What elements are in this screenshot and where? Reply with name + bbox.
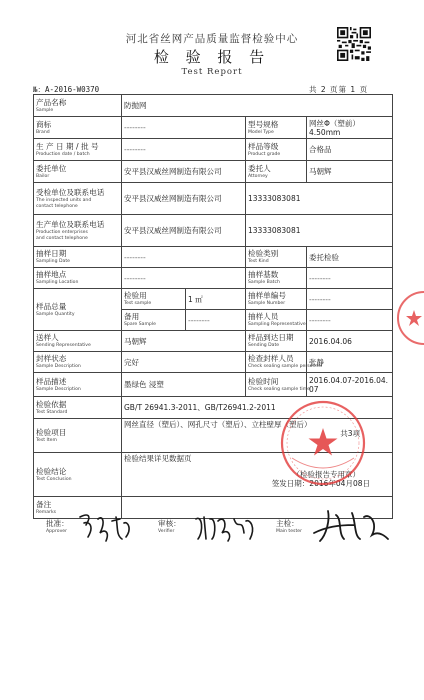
label-sample-batch: 抽样基数 Sample Batch xyxy=(246,268,307,289)
label-standard: 检验依据 Test Standard xyxy=(34,397,122,419)
label-bailor: 委托单位 Bailor xyxy=(34,161,122,183)
report-number: №：A-2016-W0370 xyxy=(33,85,100,94)
approver-label: 批准： Approver xyxy=(46,519,69,534)
label-remarks: 备注 Remarks xyxy=(34,497,122,519)
row-sampling-date xyxy=(34,247,393,268)
row-inspected-unit xyxy=(34,183,393,215)
value-sampling-date: -------- xyxy=(122,247,246,268)
value-inspected-unit: 安平县汉威丝网制造有限公司 xyxy=(122,183,246,215)
label-quantity: 样品总量 Sample Quantity xyxy=(34,289,122,331)
label-test-time: 检验时间 Check sealing sample time xyxy=(246,373,307,397)
label-attorney: 委托人 Attorney xyxy=(246,161,307,183)
label-test-sample: 检验用 Test sample xyxy=(122,289,186,310)
issue-date: 签发日期：2016年04月08日 xyxy=(271,479,370,488)
verifier-label: 审核： Verifier xyxy=(158,519,181,534)
label-test-item: 检验项目 Test Item xyxy=(34,419,122,453)
row-sender xyxy=(34,331,393,352)
value-description: 墨绿色 浸塑 xyxy=(122,373,246,397)
value-model: 网丝Φ（塑前）4.50mm xyxy=(307,117,393,139)
value-bailor: 安平县汉威丝网制造有限公司 xyxy=(122,161,246,183)
qr-code-icon xyxy=(337,27,371,61)
value-sample-batch: -------- xyxy=(307,268,393,289)
value-standard: GB/T 26941.3-2011、GB/T26941.2-2011 xyxy=(122,397,393,419)
value-seal: 完好 xyxy=(122,352,246,373)
value-production-date: -------- xyxy=(122,139,246,161)
label-grade: 样品等级 Product grade xyxy=(246,139,307,161)
signature-row xyxy=(46,517,396,547)
label-sampler: 抽样人员 Sampling Representative xyxy=(246,310,307,331)
test-item-count: 共3项 xyxy=(340,429,360,438)
label-inspected-unit: 受检单位及联系电话 The inspected units and contact telephone xyxy=(34,183,122,215)
page-count: 共 2 页第 1 页 xyxy=(309,85,369,94)
label-send-date: 样品到达日期 Sending Date xyxy=(246,331,307,352)
row-bailor xyxy=(34,161,393,183)
row-sampling-location xyxy=(34,268,393,289)
value-producer-phone: 13333083081 xyxy=(246,215,393,247)
label-sampling-date: 抽样日期 Sampling Date xyxy=(34,247,122,268)
row-product-name xyxy=(34,95,393,117)
report-title-en: Test Report xyxy=(181,67,243,77)
value-test-time: 2016.04.07-2016.04.07 xyxy=(307,373,393,397)
row-producer xyxy=(34,215,393,247)
value-grade: 合格品 xyxy=(307,139,393,161)
value-inspected-phone: 13333083081 xyxy=(246,183,393,215)
value-spare-sample: -------- xyxy=(186,310,246,331)
label-product-name: 产品名称 Sample xyxy=(34,95,122,117)
value-producer: 安平县汉威丝网制造有限公司 xyxy=(122,215,246,247)
row-seal xyxy=(34,352,393,373)
official-stamp-icon xyxy=(278,398,368,488)
label-producer: 生产单位及联系电话 Production enterprises and contact telephone xyxy=(34,215,122,247)
row-production-date xyxy=(34,139,393,161)
label-test-kind: 检验类别 Test Kind xyxy=(246,247,307,268)
value-brand: -------- xyxy=(122,117,246,139)
value-sampling-location: -------- xyxy=(122,268,246,289)
row-brand xyxy=(34,117,393,139)
value-test-kind: 委托检验 xyxy=(307,247,393,268)
label-seal: 封样状态 Sample Description xyxy=(34,352,122,373)
label-model: 型号规格 Model Type xyxy=(246,117,307,139)
tester-signature-icon xyxy=(308,505,392,545)
conclusion-text: 检验结果详见数据页 xyxy=(124,454,192,463)
label-sender: 送样人 Sending Representative xyxy=(34,331,122,352)
value-seal-checker: 张静 xyxy=(307,352,393,373)
value-send-date: 2016.04.06 xyxy=(307,331,393,352)
label-seal-checker: 检查封样人员 Check sealing sample personnel xyxy=(246,352,307,373)
value-sampler: -------- xyxy=(307,310,393,331)
edge-seal-icon xyxy=(400,288,424,348)
value-attorney: 马朝辉 xyxy=(307,161,393,183)
label-production-date: 生 产 日 期 / 批 号 Production date / batch xyxy=(34,139,122,161)
value-sample-number: -------- xyxy=(307,289,393,310)
value-test-sample: 1 ㎡ xyxy=(186,289,246,310)
row-quantity-a xyxy=(34,289,393,310)
approver-signature-icon xyxy=(76,511,136,545)
label-sampling-location: 抽样地点 Sampling Location xyxy=(34,268,122,289)
label-spare-sample: 备用 Spare Sample xyxy=(122,310,186,331)
report-title-zh: 检 验 报 告 xyxy=(153,48,271,66)
org-name: 河北省丝网产品质量监督检验中心 xyxy=(125,33,299,45)
label-description: 样品描述 Sample Description xyxy=(34,373,122,397)
verifier-signature-icon xyxy=(192,511,262,545)
label-conclusion: 检验结论 Test Conclusion xyxy=(34,453,122,497)
row-description xyxy=(34,373,393,397)
stamp-label: （检验报告专用章） xyxy=(292,470,360,479)
label-brand: 商标 Brand xyxy=(34,117,122,139)
tester-label: 主检： Main tester xyxy=(276,519,302,534)
value-product-name: 防抛网 xyxy=(122,95,393,117)
label-sample-number: 抽样单编号 Sample Number xyxy=(246,289,307,310)
test-item-text: 网丝直径（塑后）、网孔尺寸（塑后）、立柱壁厚（塑后） xyxy=(124,420,312,429)
value-sender: 马朝辉 xyxy=(122,331,246,352)
